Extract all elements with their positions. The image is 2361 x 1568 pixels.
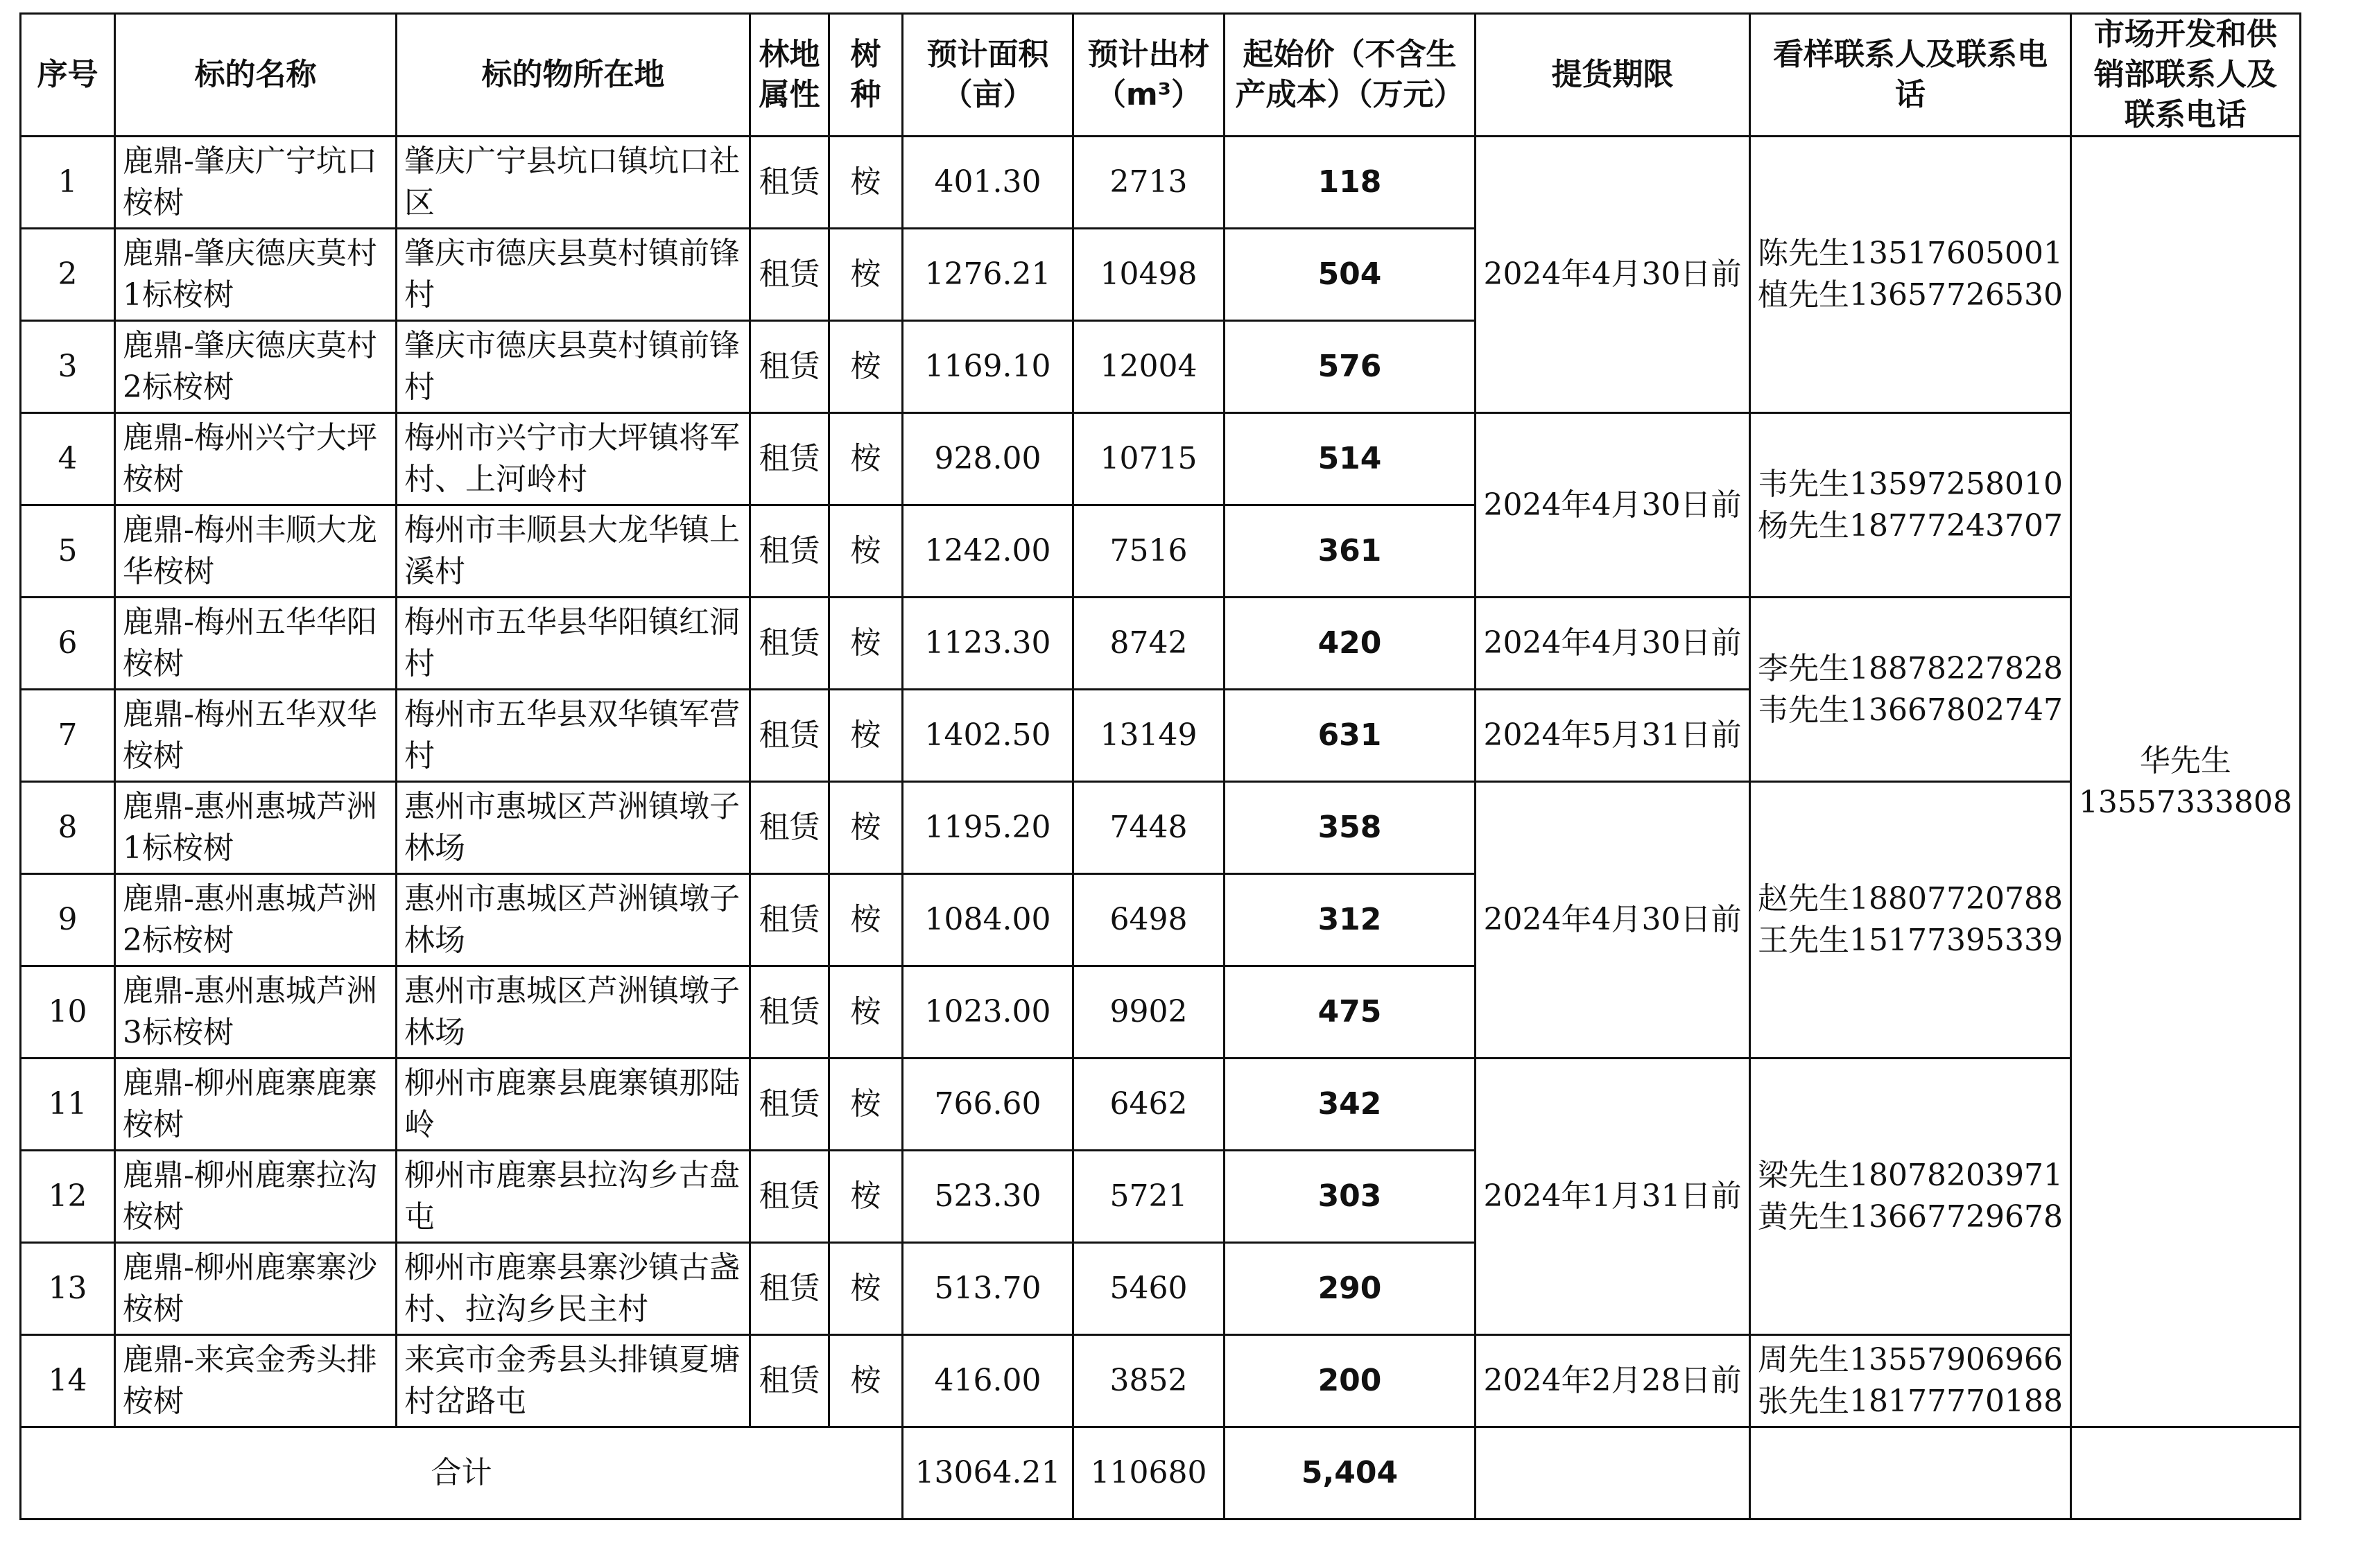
- row-price: 342: [1225, 1059, 1476, 1151]
- row-volume: 10498: [1073, 229, 1225, 321]
- table-row: [21, 137, 2301, 229]
- row-species: 桉: [829, 690, 903, 782]
- row-volume: 7516: [1073, 505, 1225, 598]
- row-area: 513.70: [903, 1243, 1073, 1335]
- row-species: 桉: [829, 598, 903, 690]
- row-species: 桉: [829, 1243, 903, 1335]
- row-land: 租赁: [750, 137, 829, 229]
- row-name: 鹿鼎-柳州鹿寨鹿寨桉树: [115, 1059, 397, 1151]
- header-index: 序号: [21, 14, 115, 137]
- row-land: 租赁: [750, 874, 829, 966]
- row-name: 鹿鼎-肇庆广宁坑口桉树: [115, 137, 397, 229]
- delivery-deadline: 2024年4月30日前: [1476, 598, 1750, 690]
- market-contact: [2070, 137, 2300, 1427]
- contact-line-1: 韦先生13597258010: [1758, 466, 2063, 502]
- row-area: 523.30: [903, 1151, 1073, 1243]
- row-name: 鹿鼎-梅州五华华阳桉树: [115, 598, 397, 690]
- contact-line-2: 韦先生13667802747: [1758, 692, 2063, 728]
- totals-volume: 110680: [1073, 1427, 1225, 1519]
- row-price: 361: [1225, 505, 1476, 598]
- row-location: 梅州市五华县双华镇军营村: [397, 690, 750, 782]
- row-area: 1123.30: [903, 598, 1073, 690]
- row-name: 鹿鼎-惠州惠城芦洲2标桉树: [115, 874, 397, 966]
- row-volume: 10715: [1073, 413, 1225, 505]
- row-index: 11: [21, 1059, 115, 1151]
- table-row: [21, 1059, 2301, 1151]
- row-name: 鹿鼎-梅州丰顺大龙华桉树: [115, 505, 397, 598]
- delivery-deadline: 2024年5月31日前: [1476, 690, 1750, 782]
- row-location: 梅州市五华县华阳镇红洞村: [397, 598, 750, 690]
- row-location: 惠州市惠城区芦洲镇墩子林场: [397, 966, 750, 1059]
- table-row: [21, 1335, 2301, 1427]
- delivery-deadline: 2024年2月28日前: [1476, 1335, 1750, 1427]
- row-volume: 2713: [1073, 137, 1225, 229]
- row-species: 桉: [829, 413, 903, 505]
- row-area: 1169.10: [903, 321, 1073, 413]
- row-area: 1276.21: [903, 229, 1073, 321]
- row-price: 118: [1225, 137, 1476, 229]
- row-land: 租赁: [750, 966, 829, 1059]
- row-location: 肇庆市德庆县莫村镇前锋村: [397, 321, 750, 413]
- contact-line-2: 王先生15177395339: [1758, 923, 2063, 959]
- row-location: 来宾市金秀县头排镇夏塘村岔路屯: [397, 1335, 750, 1427]
- delivery-deadline: 2024年4月30日前: [1476, 782, 1750, 1059]
- row-price: 475: [1225, 966, 1476, 1059]
- timber-auction-table: [19, 12, 2301, 1520]
- row-price: 303: [1225, 1151, 1476, 1243]
- header-name: 标的名称: [115, 14, 397, 137]
- table-row: [21, 413, 2301, 505]
- row-name: 鹿鼎-肇庆德庆莫村2标桉树: [115, 321, 397, 413]
- row-species: 桉: [829, 966, 903, 1059]
- row-location: 柳州市鹿寨县寨沙镇古盏村、拉沟乡民主村: [397, 1243, 750, 1335]
- row-land: 租赁: [750, 690, 829, 782]
- row-area: 1084.00: [903, 874, 1073, 966]
- header-land: 林地属性: [750, 14, 829, 137]
- row-index: 5: [21, 505, 115, 598]
- contact-line-1: 陈先生13517605001: [1758, 236, 2063, 272]
- row-location: 肇庆市德庆县莫村镇前锋村: [397, 229, 750, 321]
- header-volume: 预计出材（m³）: [1073, 14, 1225, 137]
- table-row: [21, 782, 2301, 874]
- row-land: 租赁: [750, 1335, 829, 1427]
- row-volume: 6462: [1073, 1059, 1225, 1151]
- row-index: 13: [21, 1243, 115, 1335]
- row-volume: 5721: [1073, 1151, 1225, 1243]
- row-species: 桉: [829, 505, 903, 598]
- row-price: 420: [1225, 598, 1476, 690]
- row-species: 桉: [829, 229, 903, 321]
- contact-line-2: 杨先生18777243707: [1758, 507, 2063, 543]
- row-location: 柳州市鹿寨县拉沟乡古盘屯: [397, 1151, 750, 1243]
- table-row: [21, 598, 2301, 690]
- row-index: 9: [21, 874, 115, 966]
- row-area: 928.00: [903, 413, 1073, 505]
- row-land: 租赁: [750, 1059, 829, 1151]
- row-area: 1195.20: [903, 782, 1073, 874]
- contact-line-1: 梁先生18078203971: [1758, 1158, 2063, 1194]
- row-location: 惠州市惠城区芦洲镇墩子林场: [397, 782, 750, 874]
- header-location: 标的物所在地: [397, 14, 750, 137]
- row-area: 1242.00: [903, 505, 1073, 598]
- row-index: 3: [21, 321, 115, 413]
- totals-market-empty: [2070, 1427, 2300, 1519]
- row-index: 2: [21, 229, 115, 321]
- viewing-contact: [1750, 598, 2071, 782]
- row-location: 肇庆广宁县坑口镇坑口社区: [397, 137, 750, 229]
- row-name: 鹿鼎-梅州兴宁大坪桉树: [115, 413, 397, 505]
- row-land: 租赁: [750, 413, 829, 505]
- header-delivery: 提货期限: [1476, 14, 1750, 137]
- row-volume: 3852: [1073, 1335, 1225, 1427]
- totals-price: 5,404: [1225, 1427, 1476, 1519]
- row-species: 桉: [829, 321, 903, 413]
- header-species: 树种: [829, 14, 903, 137]
- market-contact-phone: 13557333808: [2078, 784, 2292, 820]
- row-volume: 8742: [1073, 598, 1225, 690]
- row-land: 租赁: [750, 505, 829, 598]
- contact-line-2: 黄先生13667729678: [1758, 1199, 2063, 1235]
- row-location: 惠州市惠城区芦洲镇墩子林场: [397, 874, 750, 966]
- header-contact: 看样联系人及联系电话: [1750, 14, 2071, 137]
- row-species: 桉: [829, 137, 903, 229]
- header-area: 预计面积（亩）: [903, 14, 1073, 137]
- row-area: 416.00: [903, 1335, 1073, 1427]
- row-land: 租赁: [750, 1243, 829, 1335]
- row-name: 鹿鼎-肇庆德庆莫村1标桉树: [115, 229, 397, 321]
- row-area: 401.30: [903, 137, 1073, 229]
- viewing-contact: [1750, 413, 2071, 598]
- row-volume: 12004: [1073, 321, 1225, 413]
- row-price: 290: [1225, 1243, 1476, 1335]
- row-name: 鹿鼎-惠州惠城芦洲1标桉树: [115, 782, 397, 874]
- row-price: 631: [1225, 690, 1476, 782]
- totals-contact-empty: [1750, 1427, 2071, 1519]
- row-index: 4: [21, 413, 115, 505]
- totals-row: [21, 1427, 2301, 1519]
- row-location: 柳州市鹿寨县鹿寨镇那陆岭: [397, 1059, 750, 1151]
- header-market: 市场开发和供销部联系人及联系电话: [2070, 14, 2300, 137]
- row-index: 14: [21, 1335, 115, 1427]
- row-price: 504: [1225, 229, 1476, 321]
- contact-line-1: 李先生18878227828: [1758, 650, 2063, 686]
- row-index: 10: [21, 966, 115, 1059]
- delivery-deadline: 2024年4月30日前: [1476, 413, 1750, 598]
- row-name: 鹿鼎-梅州五华双华桉树: [115, 690, 397, 782]
- row-price: 312: [1225, 874, 1476, 966]
- row-name: 鹿鼎-来宾金秀头排桉树: [115, 1335, 397, 1427]
- row-index: 7: [21, 690, 115, 782]
- contact-line-2: 植先生13657726530: [1758, 277, 2063, 313]
- row-name: 鹿鼎-柳州鹿寨寨沙桉树: [115, 1243, 397, 1335]
- row-area: 766.60: [903, 1059, 1073, 1151]
- row-price: 514: [1225, 413, 1476, 505]
- row-price: 576: [1225, 321, 1476, 413]
- row-volume: 7448: [1073, 782, 1225, 874]
- row-land: 租赁: [750, 229, 829, 321]
- row-index: 6: [21, 598, 115, 690]
- row-index: 12: [21, 1151, 115, 1243]
- row-volume: 9902: [1073, 966, 1225, 1059]
- totals-label: 合计: [21, 1427, 903, 1519]
- contact-line-2: 张先生18177770188: [1758, 1384, 2063, 1420]
- row-land: 租赁: [750, 321, 829, 413]
- row-price: 358: [1225, 782, 1476, 874]
- row-price: 200: [1225, 1335, 1476, 1427]
- row-species: 桉: [829, 1151, 903, 1243]
- row-location: 梅州市丰顺县大龙华镇上溪村: [397, 505, 750, 598]
- delivery-deadline: 2024年4月30日前: [1476, 137, 1750, 413]
- row-area: 1402.50: [903, 690, 1073, 782]
- totals-delivery-empty: [1476, 1427, 1750, 1519]
- viewing-contact: [1750, 782, 2071, 1059]
- market-contact-name: 华先生: [2139, 742, 2231, 778]
- row-land: 租赁: [750, 598, 829, 690]
- viewing-contact: [1750, 137, 2071, 413]
- row-land: 租赁: [750, 1151, 829, 1243]
- row-volume: 6498: [1073, 874, 1225, 966]
- row-species: 桉: [829, 874, 903, 966]
- row-index: 1: [21, 137, 115, 229]
- row-volume: 13149: [1073, 690, 1225, 782]
- header-price: 起始价（不含生产成本）（万元）: [1225, 14, 1476, 137]
- delivery-deadline: 2024年1月31日前: [1476, 1059, 1750, 1335]
- row-species: 桉: [829, 782, 903, 874]
- row-name: 鹿鼎-柳州鹿寨拉沟桉树: [115, 1151, 397, 1243]
- row-land: 租赁: [750, 782, 829, 874]
- row-name: 鹿鼎-惠州惠城芦洲3标桉树: [115, 966, 397, 1059]
- row-index: 8: [21, 782, 115, 874]
- row-species: 桉: [829, 1059, 903, 1151]
- row-species: 桉: [829, 1335, 903, 1427]
- contact-line-1: 周先生13557906966: [1758, 1342, 2063, 1378]
- viewing-contact: [1750, 1335, 2071, 1427]
- row-location: 梅州市兴宁市大坪镇将军村、上河岭村: [397, 413, 750, 505]
- row-area: 1023.00: [903, 966, 1073, 1059]
- row-volume: 5460: [1073, 1243, 1225, 1335]
- viewing-contact: [1750, 1059, 2071, 1335]
- header-row: [21, 14, 2301, 137]
- contact-line-1: 赵先生18807720788: [1758, 881, 2063, 917]
- totals-area: 13064.21: [903, 1427, 1073, 1519]
